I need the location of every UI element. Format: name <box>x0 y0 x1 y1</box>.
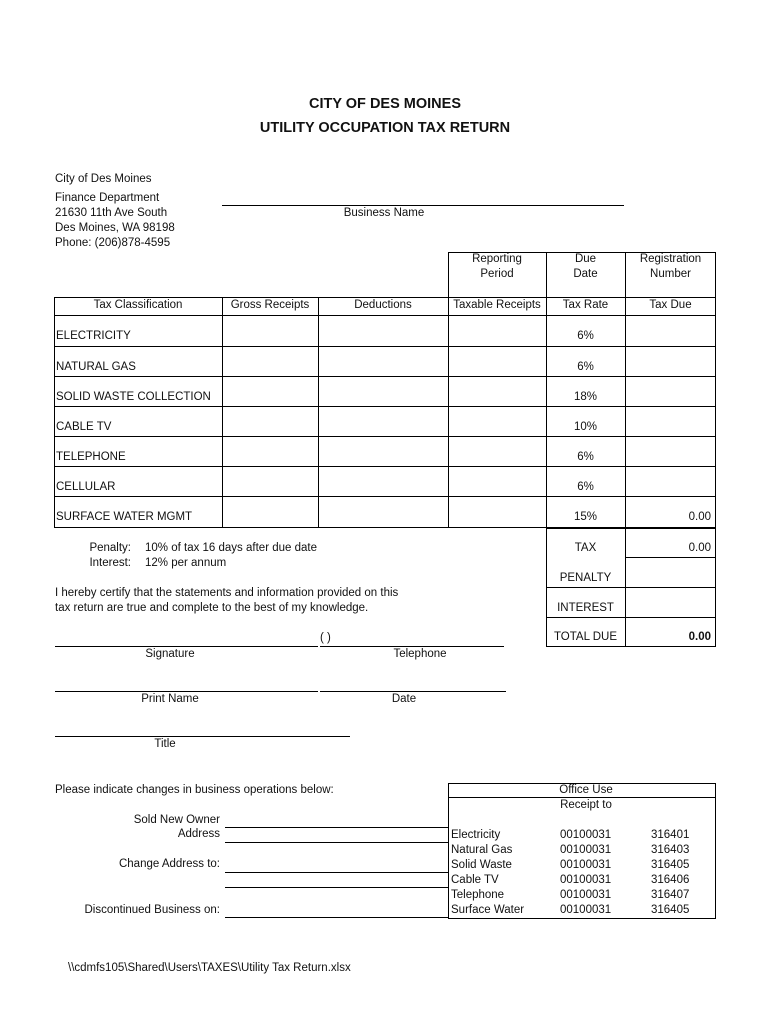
divider <box>546 617 716 618</box>
due-date-label-2: Date <box>573 268 598 280</box>
table-row-classification: NATURAL GAS <box>56 361 136 373</box>
divider <box>448 797 716 798</box>
table-row-rate: 6% <box>577 361 594 373</box>
office-row-acct: 316405 <box>651 859 690 871</box>
office-row-acct: 316401 <box>651 829 690 841</box>
address-phone: Phone: (206)878-4595 <box>55 237 171 249</box>
address-line2: Finance Department <box>55 192 160 204</box>
file-path-footer: \\cdmfs105\Shared\Users\TAXES\Utility Tax Return.xlsx <box>68 962 351 974</box>
address-line3: 21630 11th Ave South <box>55 207 168 219</box>
telephone-line[interactable] <box>320 646 504 647</box>
interest-info-text: 12% per annum <box>145 557 227 569</box>
office-row-code: 00100031 <box>560 859 612 871</box>
divider <box>625 557 716 558</box>
office-row-code: 00100031 <box>560 874 612 886</box>
table-row-rate: 18% <box>573 391 598 403</box>
signature-label: Signature <box>145 648 195 660</box>
reporting-period-label-1: Reporting <box>472 253 522 265</box>
business-name-line[interactable] <box>222 205 624 206</box>
form-title-line2: UTILITY OCCUPATION TAX RETURN <box>259 120 511 136</box>
office-row-name: Telephone <box>451 889 505 901</box>
tax-value: 0.00 <box>688 542 711 554</box>
new-owner-line[interactable] <box>225 827 448 828</box>
discontinued-line[interactable] <box>225 917 448 918</box>
discontinued-label: Discontinued Business on: <box>84 904 220 916</box>
col-header-taxable: Taxable Receipts <box>453 299 541 311</box>
table-row-rate: 6% <box>577 481 594 493</box>
print-name-line[interactable] <box>55 691 318 692</box>
divider <box>54 346 716 347</box>
telephone-area-code: ( ) <box>320 632 331 644</box>
divider <box>54 406 716 407</box>
col-header-rate: Tax Rate <box>562 299 609 311</box>
changes-prompt: Please indicate changes in business operations below: <box>55 784 334 796</box>
divider <box>54 376 716 377</box>
interest-label: INTEREST <box>557 602 614 614</box>
office-row-name: Solid Waste <box>451 859 512 871</box>
col-header-deductions: Deductions <box>354 299 412 311</box>
change-address-line1[interactable] <box>225 872 448 873</box>
table-row-classification: CABLE TV <box>56 421 112 433</box>
change-address-line2[interactable] <box>225 887 448 888</box>
divider <box>54 496 716 497</box>
table-row-classification: SURFACE WATER MGMT <box>56 511 193 523</box>
address-label: Address <box>177 828 220 840</box>
divider <box>54 315 716 316</box>
registration-header <box>625 252 716 282</box>
table-row-tax-due: 0.00 <box>688 511 711 523</box>
due-date-label-1: Due <box>574 253 597 265</box>
title-label: Title <box>154 738 176 750</box>
business-name-label: Business Name <box>343 207 425 219</box>
total-due-value: 0.00 <box>688 631 711 643</box>
table-row-rate: 10% <box>573 421 598 433</box>
date-label: Date <box>391 693 417 705</box>
office-row-code: 00100031 <box>560 904 612 916</box>
telephone-label: Telephone <box>393 648 447 660</box>
office-row-name: Cable TV <box>451 874 499 886</box>
address-line1: City of Des Moines <box>55 173 152 185</box>
certify-line2: tax return are true and complete to the best of my knowledge. <box>55 602 369 614</box>
print-name-label: Print Name <box>141 693 199 705</box>
reporting-period-header <box>448 252 546 282</box>
registration-label-2: Number <box>650 268 691 280</box>
receipt-to-header: Receipt to <box>560 799 612 811</box>
reporting-period-label-2: Period <box>480 268 514 280</box>
office-use-header: Office Use <box>559 784 613 796</box>
table-row-classification: ELECTRICITY <box>56 330 131 342</box>
table-row-classification: TELEPHONE <box>56 451 126 463</box>
col-header-classification: Tax Classification <box>93 299 183 311</box>
due-date-header <box>546 252 625 282</box>
office-row-name: Natural Gas <box>451 844 513 856</box>
penalty-info-text: 10% of tax 16 days after due date <box>145 542 317 554</box>
sold-label: Sold New Owner <box>133 814 220 826</box>
new-owner-address-line[interactable] <box>225 842 448 843</box>
divider <box>54 436 716 437</box>
penalty-info-label: Penalty: <box>89 542 131 554</box>
certify-line1: I hereby certify that the statements and information provided on this <box>55 587 399 599</box>
divider <box>448 297 449 528</box>
total-due-label: TOTAL DUE <box>553 631 618 643</box>
table-row-rate: 15% <box>573 511 598 523</box>
divider <box>625 297 626 528</box>
table-row-classification: CELLULAR <box>56 481 116 493</box>
table-row-rate: 6% <box>577 451 594 463</box>
col-header-due: Tax Due <box>649 299 692 311</box>
office-row-acct: 316407 <box>651 889 690 901</box>
office-row-name: Electricity <box>451 829 501 841</box>
interest-info-label: Interest: <box>89 557 131 569</box>
divider <box>318 297 319 528</box>
office-row-acct: 316406 <box>651 874 690 886</box>
change-address-label: Change Address to: <box>118 858 220 870</box>
form-title-line1: CITY OF DES MOINES <box>308 96 461 112</box>
signature-line[interactable] <box>55 646 318 647</box>
divider <box>54 466 716 467</box>
registration-label-1: Registration <box>639 253 702 265</box>
col-header-gross: Gross Receipts <box>230 299 310 311</box>
office-row-acct: 316403 <box>651 844 690 856</box>
address-line4: Des Moines, WA 98198 <box>55 222 175 234</box>
divider <box>222 297 223 528</box>
office-row-code: 00100031 <box>560 829 612 841</box>
penalty-label: PENALTY <box>559 572 612 584</box>
office-row-acct: 316405 <box>651 904 690 916</box>
tax-label: TAX <box>574 542 597 554</box>
office-row-code: 00100031 <box>560 844 612 856</box>
office-row-name: Surface Water <box>451 904 525 916</box>
table-row-classification: SOLID WASTE COLLECTION <box>56 391 211 403</box>
divider <box>546 587 716 588</box>
title-line[interactable] <box>55 736 350 737</box>
office-row-code: 00100031 <box>560 889 612 901</box>
date-line[interactable] <box>320 691 506 692</box>
table-row-rate: 6% <box>577 330 594 342</box>
